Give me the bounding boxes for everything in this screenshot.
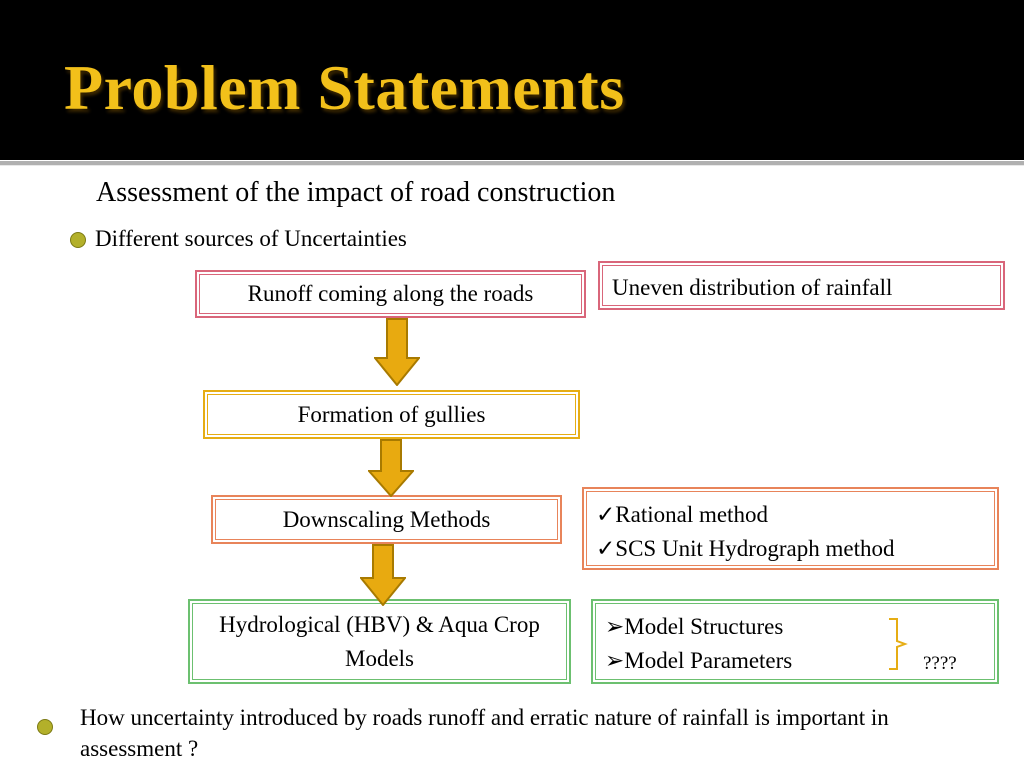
check-icon: ✓ — [596, 502, 616, 527]
unknown-marker: ???? — [923, 653, 957, 674]
arrow-bullet-icon: ➢ — [605, 648, 625, 673]
down-arrow-icon — [368, 439, 414, 497]
rainfall-box — [598, 261, 1005, 310]
down-arrow-icon — [374, 318, 420, 386]
check-icon: ✓ — [596, 536, 616, 561]
methods-box — [582, 487, 999, 570]
subtitle: Assessment of the impact of road construction — [96, 177, 616, 208]
right-brace-icon — [887, 617, 909, 671]
flow-label-downscaling: Downscaling Methods — [282, 506, 491, 532]
flow-box-models — [188, 599, 571, 684]
bullet-uncertainties: Different sources of Uncertainties — [95, 226, 407, 251]
flow-box-gullies — [203, 390, 580, 439]
down-arrow-icon — [360, 544, 406, 606]
bullet-dot-icon — [70, 232, 86, 248]
slide-title: Problem Statements — [64, 52, 625, 123]
arrow-bullet-icon: ➢ — [605, 614, 625, 639]
question-text: How uncertainty introduced by roads runoff and erratic nature of rainfall is important in assessment ? — [80, 705, 889, 761]
flow-label-models: Hydrological (HBV) & Aqua Crop Models — [219, 611, 540, 671]
flow-box-downscaling — [211, 495, 562, 544]
rainfall-label: Uneven distribution of rainfall — [612, 275, 893, 300]
flow-label-runoff: Runoff coming along the roads — [247, 281, 534, 306]
models-box — [591, 599, 999, 684]
flow-box-runoff — [195, 270, 586, 318]
method-item: ✓SCS Unit Hydrograph method — [596, 536, 895, 561]
model-item: ➢Model Structures — [605, 614, 784, 639]
method-item: ✓Rational method — [596, 502, 768, 527]
title-divider — [0, 161, 1024, 166]
model-item: ➢Model Parameters — [605, 648, 793, 673]
bullet-dot-icon — [37, 719, 53, 735]
flow-label-gullies: Formation of gullies — [297, 401, 486, 427]
